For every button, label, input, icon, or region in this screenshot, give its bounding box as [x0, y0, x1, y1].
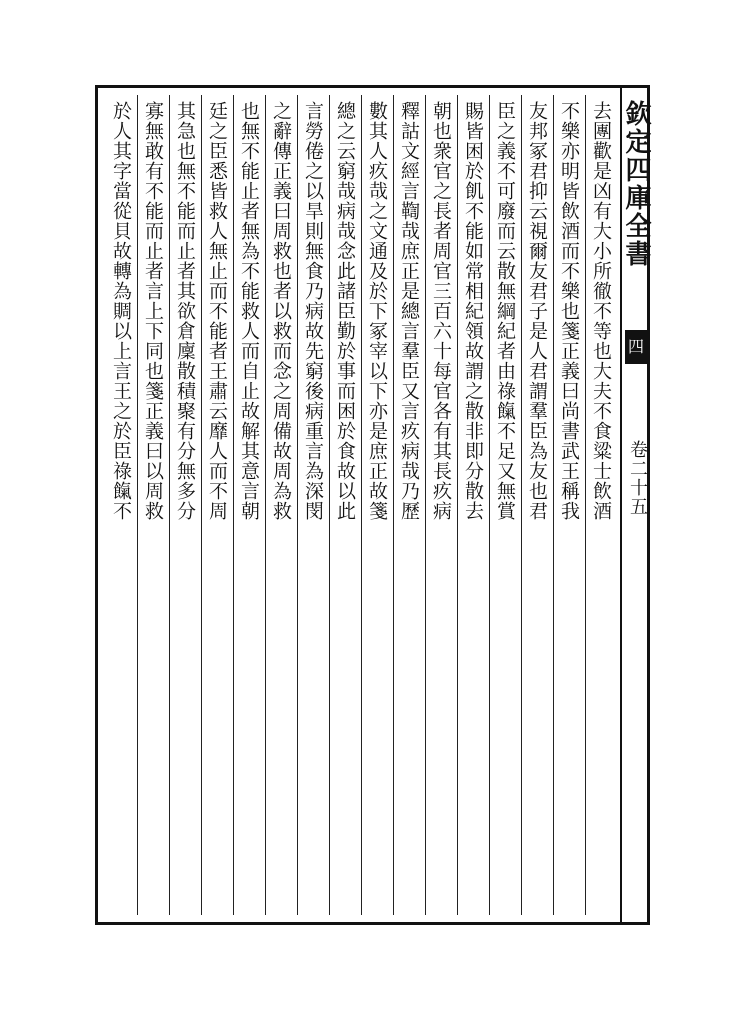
text-column: 言勞倦之以旱則無食乃病故先窮後病重言為深閔 [297, 95, 329, 915]
text-column: 釋詁文經言鞫哉庶正是總言羣臣又言疚病哉乃歷 [393, 95, 425, 915]
text-column: 廷之臣悉皆救人無止而不能者王肅云靡人而不周 [201, 95, 233, 915]
text-column: 於人其字當從貝故轉為賙以上言王之於臣祿餼不 [110, 101, 132, 521]
volume-label: 卷二十五 [627, 440, 648, 516]
text-column: 友邦冢君抑云視爾友君子是人君謂羣臣為友也君 [521, 95, 553, 915]
text-column: 朝也衆官之長者周官三百六十每官各有其長疚病 [425, 95, 457, 915]
text-column: 臣之義不可廢而云散無綱紀者由祿餼不足又無賞 [489, 95, 521, 915]
text-column: 也無不能止者無為不能救人而自止故解其意言朝 [233, 95, 265, 915]
text-column: 賜皆困於飢不能如常相紀領故謂之散非即分散去 [457, 95, 489, 915]
book-title: 欽定四庫全書 [621, 100, 651, 268]
text-column: 總之云窮哉病哉念此諸臣勤於事而困於食故以此 [329, 95, 361, 915]
fishtail-marker: 四 [625, 330, 647, 364]
text-column: 之辭傳正義曰周救也者以救而念之周備故周為救 [265, 95, 297, 915]
text-column: 不樂亦明皆飲酒而不樂也箋正義曰尚書武王稱我 [553, 95, 585, 915]
text-column: 其急也無不能而止者其欲倉廩散積聚有分無多分 [169, 95, 201, 915]
text-columns [105, 95, 617, 915]
text-column: 去團歡是凶有大小所徹不等也大夫不食粱士飲酒 [585, 95, 617, 915]
text-column: 數其人疚哉之文通及於下冢宰以下亦是庶正故箋 [361, 95, 393, 915]
text-column: 寡無敢有不能而止者言上下同也箋正義曰以周救 [137, 95, 169, 915]
